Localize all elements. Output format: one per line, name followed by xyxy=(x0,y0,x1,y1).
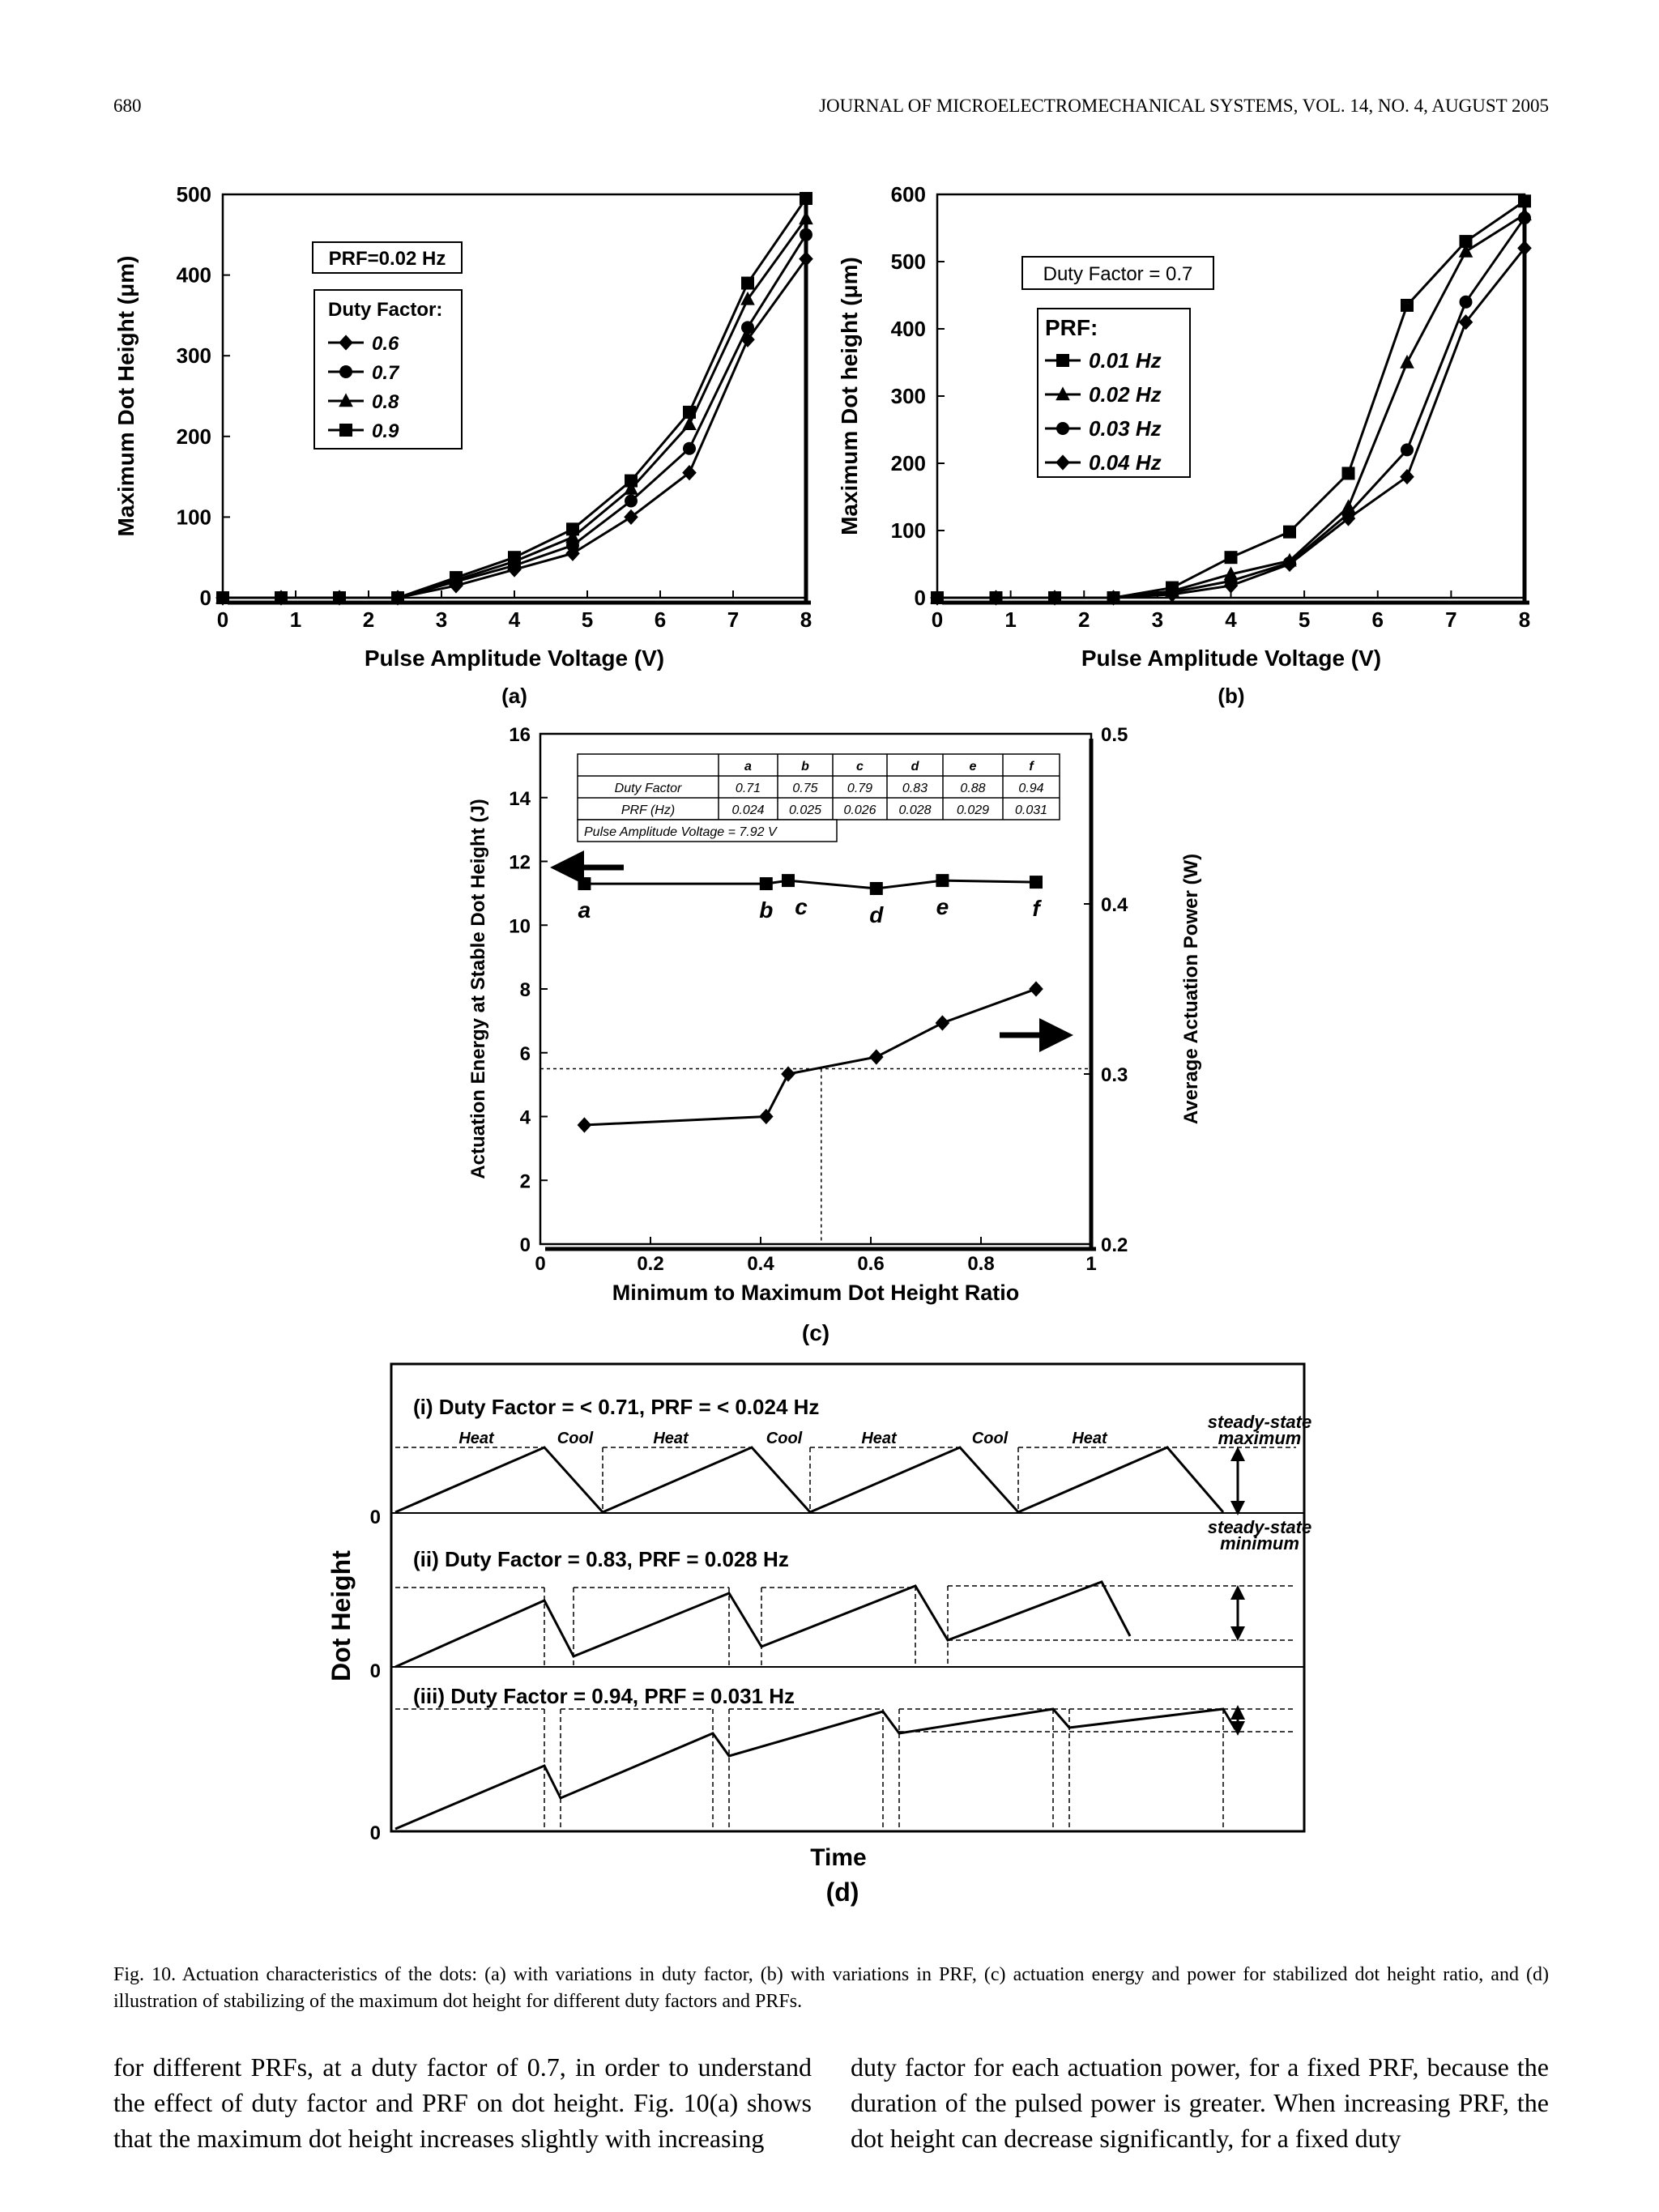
chart-b-ylabel: Maximum Dot height (μm) xyxy=(837,257,862,535)
figure-caption: Fig. 10. Actuation characteristics of the dots: (a) with variations in duty factor, (b) with variations in PRF, (c) actuation energy and power for stabilized dot height ratio, and (d) illustration of stabilizing of the maximum dot height for different duty factors and PRFs. xyxy=(113,1964,1549,2012)
y-tick-label: 6 xyxy=(519,1042,531,1065)
y-tick-label: 500 xyxy=(176,182,211,207)
data-point xyxy=(391,591,404,604)
series-line xyxy=(584,880,1036,889)
x-tick-label: 0.2 xyxy=(637,1253,664,1275)
diagram-d xyxy=(326,1364,1311,1907)
diagram-d-frame xyxy=(391,1364,1304,1831)
x-tick-label: 1 xyxy=(1004,607,1017,632)
x-tick-label: 5 xyxy=(1298,607,1311,632)
legend-marker xyxy=(1056,422,1069,435)
chart-a-annotation: PRF=0.02 Hz xyxy=(328,248,446,270)
table-cell: 0.024 xyxy=(731,803,765,817)
data-point xyxy=(869,1049,884,1064)
chart-c xyxy=(467,724,1202,1345)
x-tick-label: 6 xyxy=(654,607,667,632)
phase-label: Cool xyxy=(557,1430,594,1447)
data-point xyxy=(683,406,696,419)
chart-a-panel-label: (a) xyxy=(501,684,527,708)
table-cell: 0.029 xyxy=(956,803,990,817)
legend-label: 0.8 xyxy=(372,391,399,413)
data-point xyxy=(450,571,463,584)
y-tick-label: 8 xyxy=(519,979,531,1001)
data-point xyxy=(1030,876,1043,889)
x-tick-label: 2 xyxy=(362,607,375,632)
x-tick-label: 0.6 xyxy=(857,1253,885,1275)
body-text-left: for different PRFs, at a duty factor of 0.7, in order to understand the effect of duty factor and PRF on dot height. Fig. 10(a) shows that the maximum dot height increases slightly with increasing xyxy=(113,2052,812,2153)
legend-label: 0.01 Hz xyxy=(1089,348,1162,373)
chart-a xyxy=(113,182,813,708)
diagram-d-row3-title: (iii) Duty Factor = 0.94, PRF = 0.031 Hz xyxy=(413,1684,795,1708)
y-tick-label: 0 xyxy=(519,1234,531,1256)
data-point xyxy=(760,877,773,890)
data-point xyxy=(625,475,638,488)
x-tick-label: 4 xyxy=(1225,607,1237,632)
chart-c-y2label: Average Actuation Power (W) xyxy=(1180,853,1202,1125)
data-point xyxy=(1518,211,1531,224)
page-number: 680 xyxy=(113,96,142,116)
table-cell: PRF (Hz) xyxy=(621,803,676,817)
chart-c-panel-label: (c) xyxy=(801,1320,830,1345)
table-cell: b xyxy=(801,760,809,774)
x-tick-label: 3 xyxy=(1151,607,1164,632)
legend-label: 0.9 xyxy=(372,420,399,442)
x-tick-label: 7 xyxy=(727,607,740,632)
table-cell: a xyxy=(744,760,752,774)
legend-label: 0.02 Hz xyxy=(1089,382,1162,407)
x-tick-label: 1 xyxy=(1085,1253,1097,1275)
data-point xyxy=(1283,526,1296,539)
chart-a-legend-title: Duty Factor: xyxy=(328,299,443,321)
x-tick-label: 7 xyxy=(1445,607,1457,632)
legend-label: 0.04 Hz xyxy=(1089,450,1162,475)
chart-b-xlabel: Pulse Amplitude Voltage (V) xyxy=(1081,646,1382,671)
y-tick-label: 0 xyxy=(914,586,926,610)
data-point xyxy=(624,509,638,525)
legend-label: 0.03 Hz xyxy=(1089,416,1162,441)
point-label: f xyxy=(1032,896,1040,922)
chart-a-xlabel: Pulse Amplitude Voltage (V) xyxy=(364,646,665,671)
y-tick-label: 4 xyxy=(519,1106,531,1129)
chart-b-legend-title: PRF: xyxy=(1045,315,1098,340)
table-cell: 0.031 xyxy=(1014,803,1048,817)
data-point xyxy=(1401,299,1414,312)
table-note: Pulse Amplitude Voltage = 7.92 V xyxy=(584,825,777,839)
x-tick-label: 4 xyxy=(508,607,521,632)
y2-tick-label: 0.4 xyxy=(1101,894,1128,916)
data-point xyxy=(578,1117,592,1132)
table-cell: 0.94 xyxy=(1018,782,1044,795)
data-point xyxy=(216,591,229,604)
y2-tick-label: 0.2 xyxy=(1101,1234,1128,1256)
diagram-d-zero-1: 0 xyxy=(369,1507,381,1528)
data-point xyxy=(800,192,812,205)
y-tick-label: 10 xyxy=(509,915,531,938)
y-tick-label: 400 xyxy=(176,262,211,288)
series-line xyxy=(937,248,1525,598)
diagram-d-xlabel: Time xyxy=(810,1844,867,1871)
table-cell: 0.83 xyxy=(902,782,928,795)
data-point xyxy=(800,228,812,241)
x-tick-label: 1 xyxy=(289,607,302,632)
table-cell: 0.79 xyxy=(847,782,873,795)
data-point xyxy=(741,277,754,290)
table-cell: 0.028 xyxy=(898,803,932,817)
x-tick-label: 0.4 xyxy=(747,1253,774,1275)
y2-tick-label: 0.3 xyxy=(1101,1064,1128,1086)
phase-label: Heat xyxy=(458,1430,494,1447)
table-cell: e xyxy=(969,760,977,774)
y2-tick-label: 0.5 xyxy=(1101,724,1128,746)
x-tick-label: 3 xyxy=(435,607,448,632)
data-point xyxy=(1460,296,1473,309)
y-tick-label: 2 xyxy=(519,1170,531,1193)
data-point xyxy=(1518,194,1531,207)
chart-b-annotation: Duty Factor = 0.7 xyxy=(1043,263,1193,285)
point-label: d xyxy=(869,901,884,927)
y-tick-label: 14 xyxy=(509,787,531,810)
series-line xyxy=(223,198,806,598)
data-point xyxy=(759,1109,774,1124)
y-tick-label: 500 xyxy=(890,249,926,274)
chart-a-frame xyxy=(223,194,806,598)
chart-c-ylabel: Actuation Energy at Stable Dot Height (J) xyxy=(467,799,489,1179)
diagram-d-zero-3: 0 xyxy=(369,1822,381,1844)
series-line xyxy=(223,259,806,598)
legend-label: 0.7 xyxy=(372,362,399,384)
point-label: c xyxy=(795,894,808,920)
x-tick-label: 0 xyxy=(535,1253,546,1275)
chart-a-ylabel: Maximum Dot Height (μm) xyxy=(113,255,139,537)
body-text-right: duty factor for each actuation power, for a fixed PRF, because the duration of the pulsed power is greater. When increasing PRF, the dot height can decrease significantly, for a fixed duty xyxy=(851,2052,1549,2153)
phase-label: Heat xyxy=(861,1430,897,1447)
y-tick-label: 300 xyxy=(176,343,211,369)
diagram-d-row3-waveform xyxy=(395,1709,1296,1829)
phase-label: Heat xyxy=(653,1430,689,1447)
y-tick-label: 12 xyxy=(509,851,531,874)
data-point xyxy=(936,874,949,887)
diagram-d-zero-2: 0 xyxy=(369,1660,381,1682)
legend-marker xyxy=(339,424,352,437)
table-cell: 0.025 xyxy=(788,803,822,817)
phase-label: Cool xyxy=(971,1430,1009,1447)
y-tick-label: 16 xyxy=(509,724,531,746)
diagram-d-row2-title: (ii) Duty Factor = 0.83, PRF = 0.028 Hz xyxy=(413,1547,789,1571)
data-point xyxy=(1400,355,1414,369)
chart-c-xlabel: Minimum to Maximum Dot Height Ratio xyxy=(612,1281,1020,1305)
y-tick-label: 0 xyxy=(199,586,211,610)
data-point xyxy=(1029,981,1043,996)
data-point xyxy=(275,591,288,604)
y-tick-label: 200 xyxy=(176,424,211,449)
data-point xyxy=(870,882,883,895)
steady-state-max-line2: maximum xyxy=(1218,1428,1302,1448)
diagram-d-row1-waveform xyxy=(395,1447,1296,1512)
legend-marker xyxy=(1056,354,1069,367)
table-cell: 0.88 xyxy=(960,782,986,795)
table-cell: f xyxy=(1029,760,1034,774)
data-point xyxy=(333,591,346,604)
data-point xyxy=(683,442,696,455)
table-cell: 0.026 xyxy=(843,803,876,817)
chart-b-panel-label: (b) xyxy=(1218,684,1245,708)
y-tick-label: 400 xyxy=(890,317,926,341)
phase-label: Heat xyxy=(1072,1430,1107,1447)
data-point xyxy=(782,874,795,887)
x-tick-label: 0 xyxy=(216,607,229,632)
x-tick-label: 2 xyxy=(1078,607,1090,632)
data-point xyxy=(566,522,579,535)
x-tick-label: 6 xyxy=(1371,607,1384,632)
diagram-d-row2-waveform xyxy=(395,1582,1296,1667)
diagram-d-ylabel: Dot Height xyxy=(326,1550,356,1681)
data-point xyxy=(1401,443,1414,456)
data-point xyxy=(578,877,591,890)
series-line xyxy=(223,235,806,598)
data-point xyxy=(508,551,521,564)
data-point xyxy=(1225,551,1238,564)
data-point xyxy=(682,465,697,480)
point-label: b xyxy=(759,897,774,923)
chart-b xyxy=(837,182,1532,708)
x-tick-label: 5 xyxy=(581,607,594,632)
data-point xyxy=(741,321,754,334)
steady-state-max-line1: steady-state xyxy=(1207,1412,1312,1432)
table-cell: d xyxy=(911,760,919,774)
steady-state-min-line2: minimum xyxy=(1220,1533,1299,1554)
table-cell: Duty Factor xyxy=(614,782,682,795)
y-tick-label: 100 xyxy=(176,505,211,530)
x-tick-label: 0 xyxy=(931,607,944,632)
data-point xyxy=(799,211,813,224)
data-point xyxy=(625,494,638,507)
data-point xyxy=(936,1015,950,1030)
legend-label: 0.6 xyxy=(372,333,399,355)
y-tick-label: 100 xyxy=(890,518,926,543)
x-tick-label: 0.8 xyxy=(967,1253,995,1275)
phase-label: Cool xyxy=(766,1430,803,1447)
y-tick-label: 300 xyxy=(890,384,926,408)
point-label: e xyxy=(936,894,949,920)
table-cell: 0.75 xyxy=(792,782,818,795)
series-line xyxy=(584,989,1036,1125)
data-point xyxy=(1342,467,1355,479)
point-label: a xyxy=(578,897,591,923)
y-tick-label: 600 xyxy=(890,182,926,207)
steady-state-min-line1: steady-state xyxy=(1207,1517,1312,1537)
diagram-d-panel-label: (d) xyxy=(825,1877,859,1907)
diagram-d-row1-title: (i) Duty Factor = < 0.71, PRF = < 0.024 Hz xyxy=(413,1395,820,1419)
journal-header: JOURNAL OF MICROELECTROMECHANICAL SYSTEMS, VOL. 14, NO. 4, AUGUST 2005 xyxy=(819,96,1549,116)
x-tick-label: 8 xyxy=(1518,607,1531,632)
data-point xyxy=(1400,469,1414,484)
x-tick-label: 8 xyxy=(800,607,812,632)
table-cell: c xyxy=(856,760,864,774)
table-cell: 0.71 xyxy=(735,782,761,795)
legend-marker xyxy=(339,365,352,378)
y-tick-label: 200 xyxy=(890,451,926,475)
